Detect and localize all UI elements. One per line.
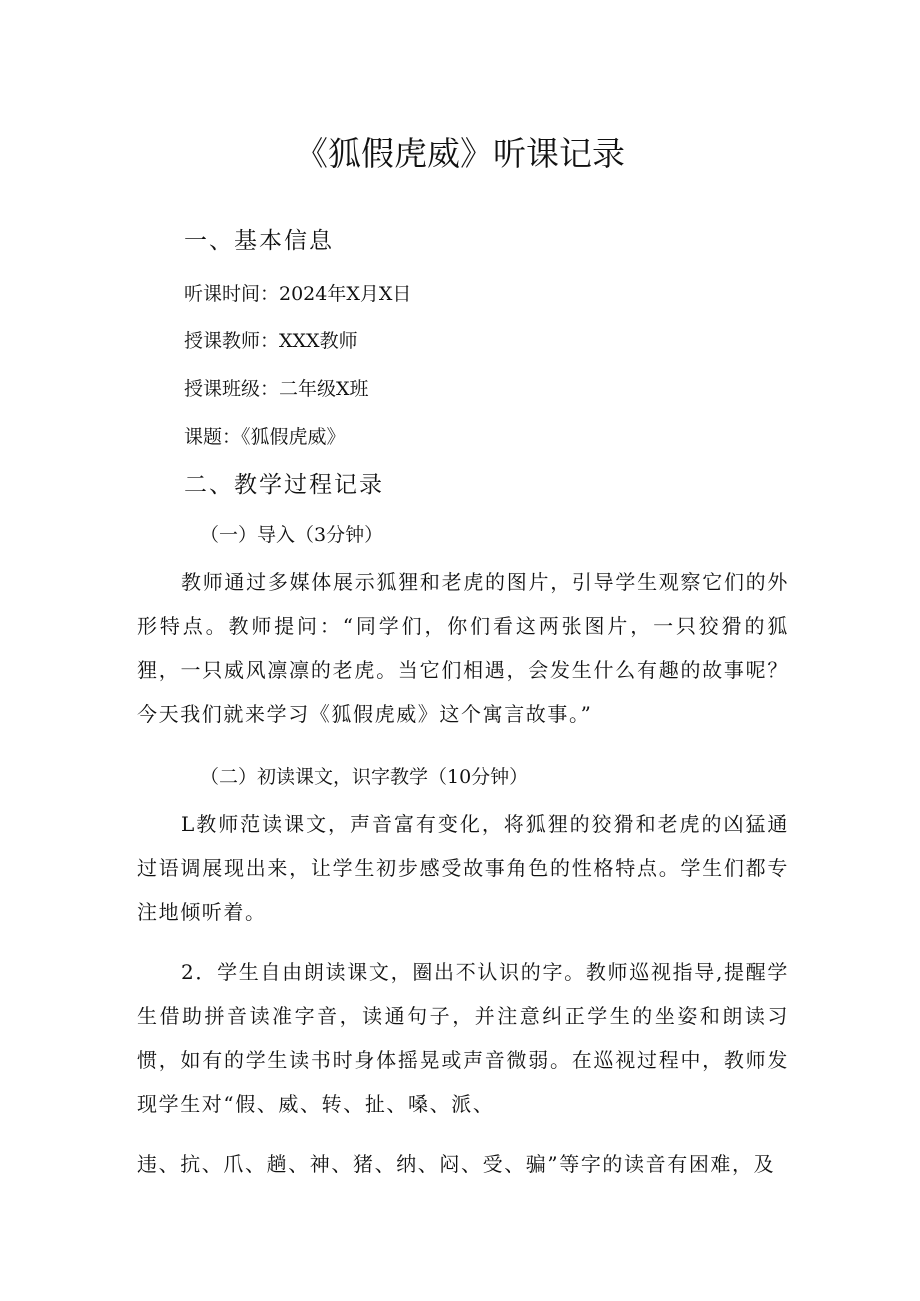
lesson-topic: 课题：《狐假虎威》 xyxy=(184,426,346,448)
subsection-heading-reading: （二）初读课文，识字教学（10分钟） xyxy=(200,766,529,788)
paragraph-student-reading-continued: 违、抗、爪、趟、神、猪、纳、闷、受、骗”等字的读音有困难，及 xyxy=(137,1152,776,1176)
subsection-heading-intro: （一）导入（3分钟） xyxy=(200,524,384,546)
lesson-time: 听课时间：2024年X月X日 xyxy=(184,283,412,305)
section-heading-basic-info: 一、基本信息 xyxy=(184,228,334,254)
paragraph-teacher-reading: L教师范读课文，声音富有变化，将狐狸的狡猾和老虎的凶猛通过语调展现出来，让学生初步感受故事角色的性格特点。学生们都专注地倾听着。 xyxy=(137,812,789,924)
paragraph-student-reading: 2．学生自由朗读课文，圈出不认识的字。教师巡视指导,提醒学生借助拼音读准字音，读通句子，并注意纠正学生的坐姿和朗读习惯，如有的学生读书时身体摇晃或声音微弱。在巡视过程中，教师发现学生对“假、威、转、扯、嗓、派、 xyxy=(137,960,789,1116)
document-title: 《狐假虎威》听课记录 xyxy=(295,134,625,173)
lesson-teacher: 授课教师：XXX教师 xyxy=(184,330,358,352)
lesson-class: 授课班级：二年级X班 xyxy=(184,378,369,400)
paragraph-intro: 教师通过多媒体展示狐狸和老虎的图片，引导学生观察它们的外形特点。教师提问：“同学们，你们看这两张图片，一只狡猾的狐狸，一只威风凛凛的老虎。当它们相遇，会发生什么有趣的故事呢？今天我们就来学习《狐假虎威》这个寓言故事。” xyxy=(137,570,789,726)
section-heading-process: 二、教学过程记录 xyxy=(184,472,384,498)
